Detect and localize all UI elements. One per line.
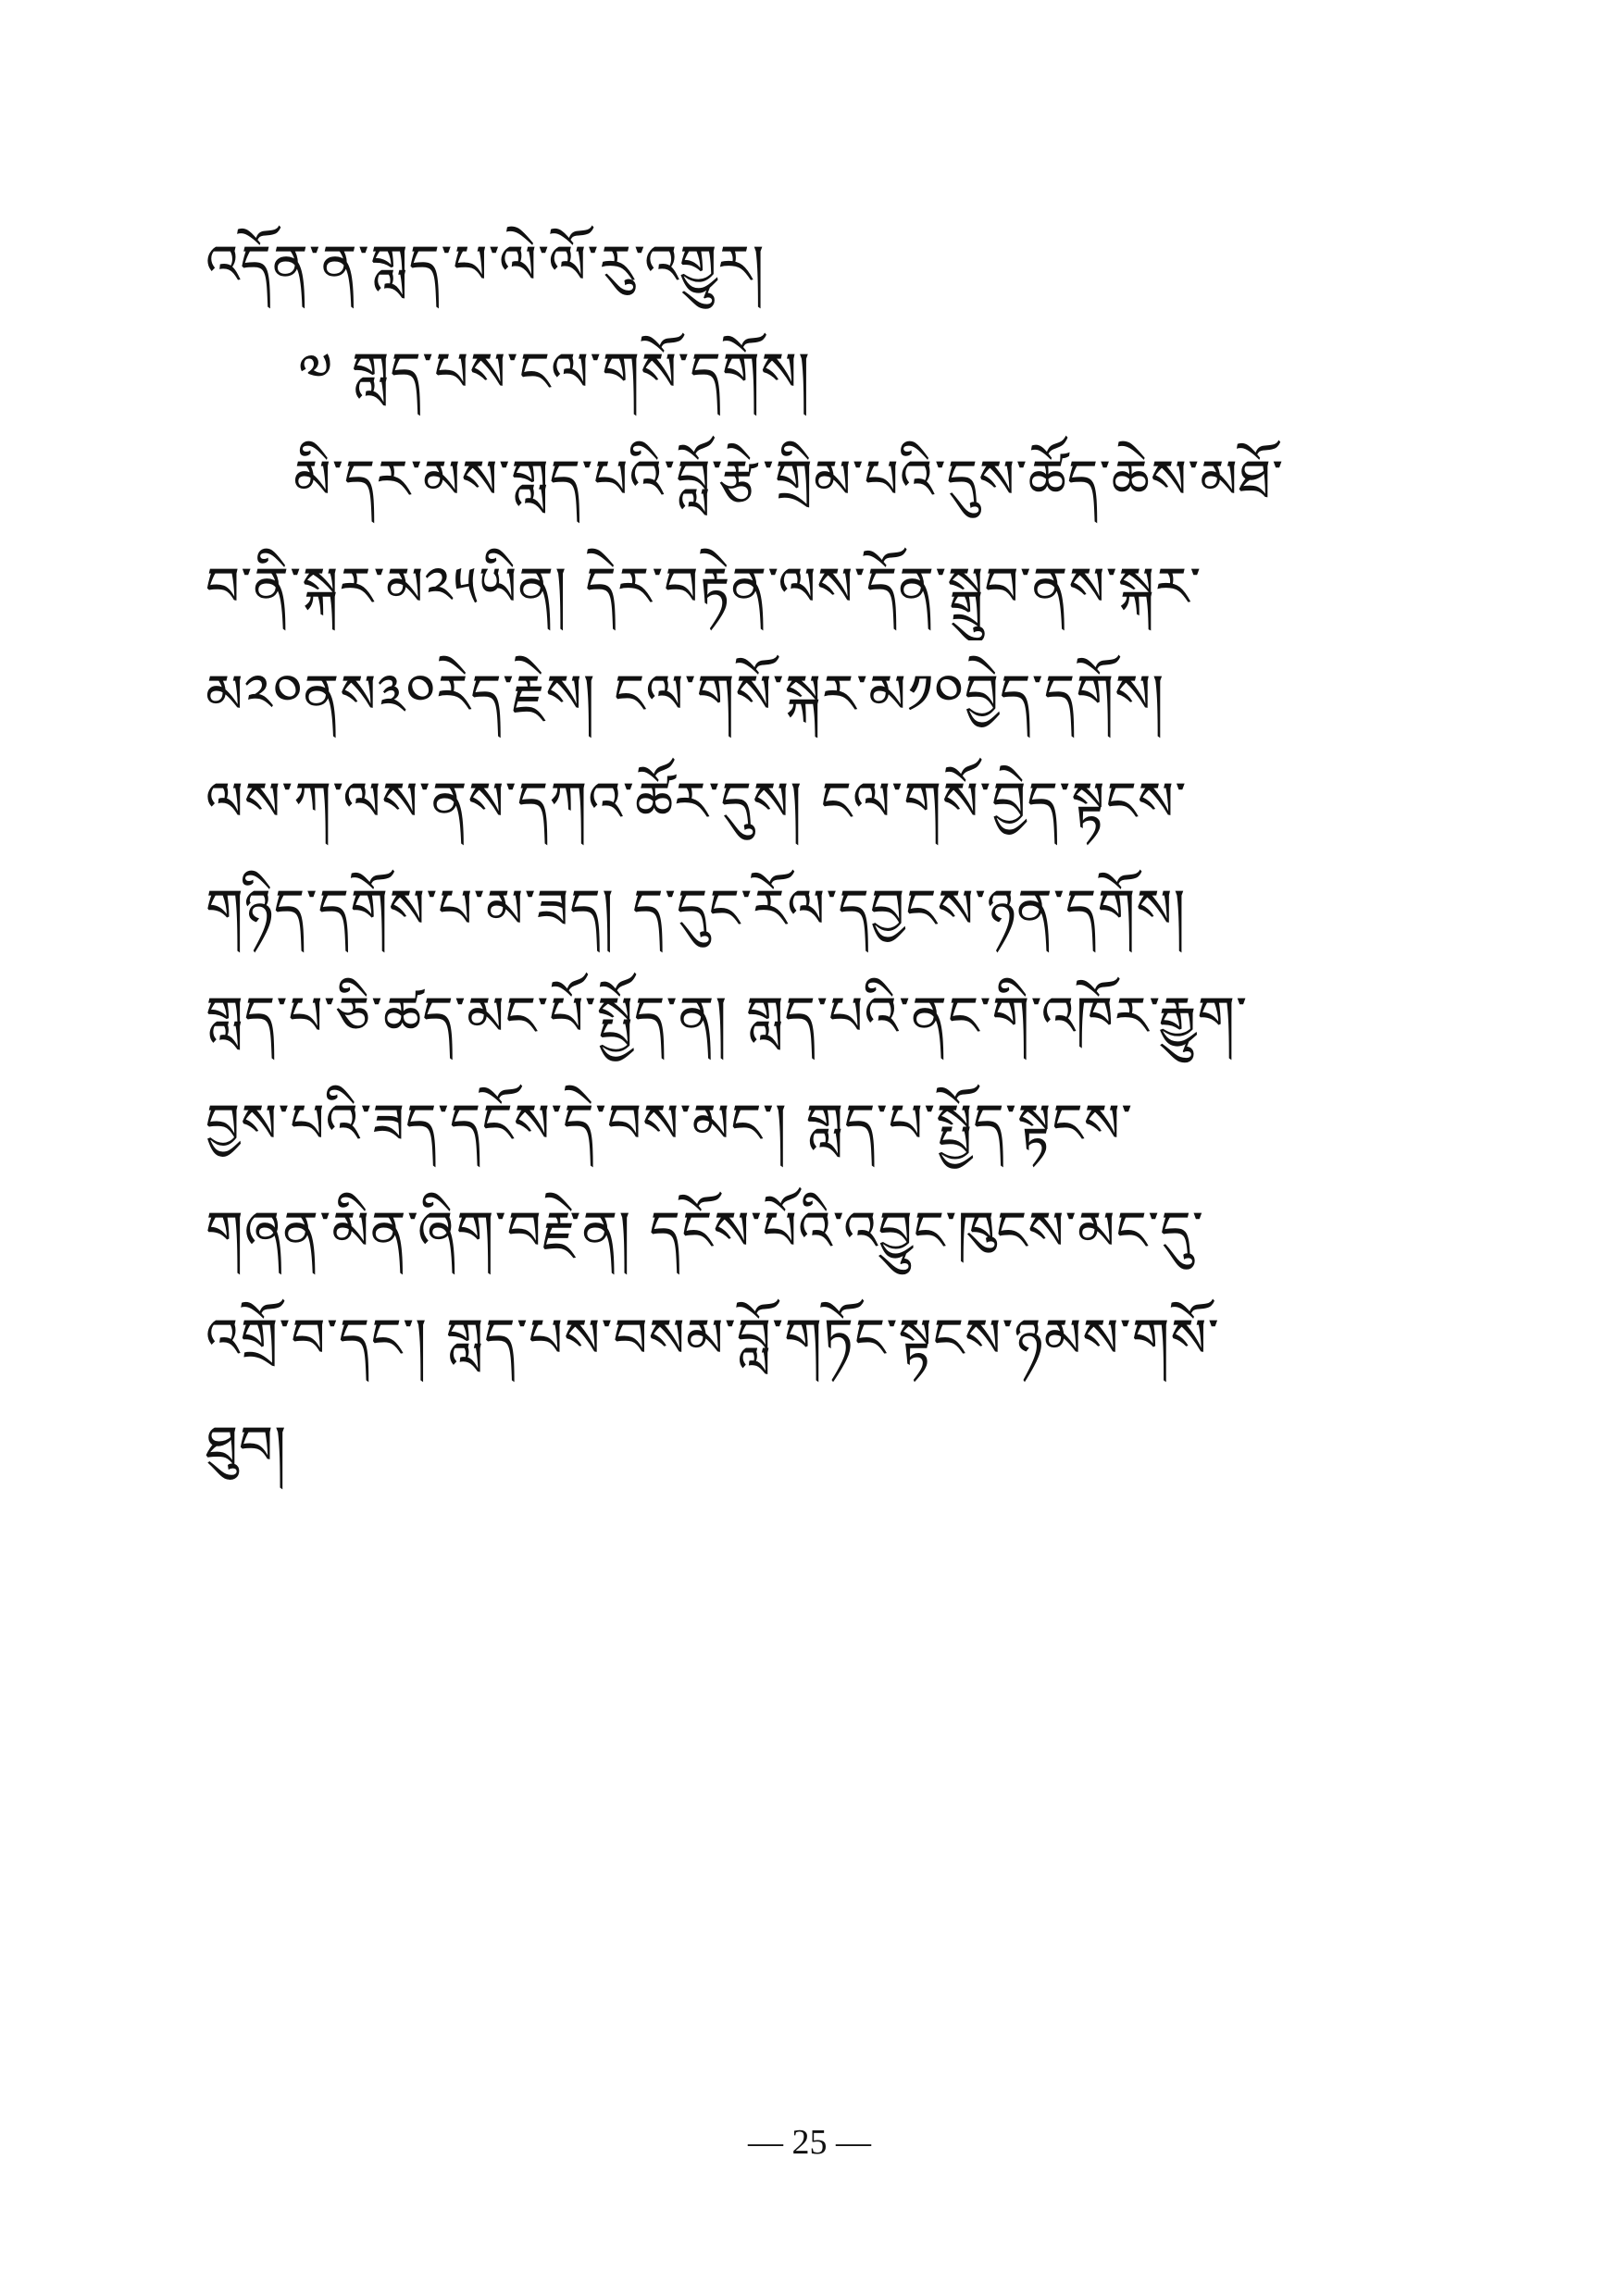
paragraph-line-last: ཐུབ།: [205, 1414, 288, 1477]
paragraph-line: བ་ནི་སྐར་མ༢༥ཡིན། དེར་བརྟེན་ལས་དོན་སྒྲུབ་ནས་སྐར་: [205, 555, 1202, 618]
paragraph-line: གཉིད་དགོས་པ་མ་ཟད། ད་དུང་རོལ་དབྱངས་ཉན་དགོས།: [205, 877, 1187, 940]
paragraph-line: མ༢༠ནས༣༠རེད་རྗེས། ངལ་གསོ་སྐར་མ༡༠བྱེད་དགོས།: [205, 663, 1165, 726]
body-text: [205, 211, 1418, 1499]
paragraph-line: འགྲོ་བ་དང་། གླད་པས་བསམ་བློ་གཏོང་སྟངས་ཉམས་གསོ་: [205, 1307, 1220, 1370]
paragraph-line: གཞན་མིན་ཞིག་བརྗེ་ན། དངོས་པོའི་འབྱུང་ཁུངས་མང་དུ་: [205, 1199, 1204, 1262]
paragraph-line-first: མི་དར་མས་གླད་པའི་བློ་རྩེ་གྲིམ་པའི་དུས་ཚོད་ཆེས་མཐོ་: [293, 448, 1285, 511]
paragraph-line-continuation: འདོན་ན་གླད་པ་ལེ་ལོ་རུ་འགྱུར།: [205, 233, 766, 296]
page-number: — 25 —: [748, 2123, 871, 2162]
paragraph-line: ལས་ཀ་ལས་ནས་དཀའ་ཚོར་དུས། ངལ་གསོ་བྱེད་སྟངས་: [205, 770, 1188, 833]
section-heading: ༧ གླད་པས་ངལ་གསོ་དགོས།: [298, 341, 811, 403]
paragraph-line: གླད་པ་ཅི་ཚད་མང་པོ་སྤྱོད་ན། གླད་པའི་ནང་གི་འཁོར་རྒྱུག་: [205, 985, 1249, 1048]
paragraph-line: བྱས་པའི་ཟད་དངོས་དེ་བས་མང་། གླད་པ་སྤྱོད་སྟངས་: [205, 1092, 1134, 1155]
